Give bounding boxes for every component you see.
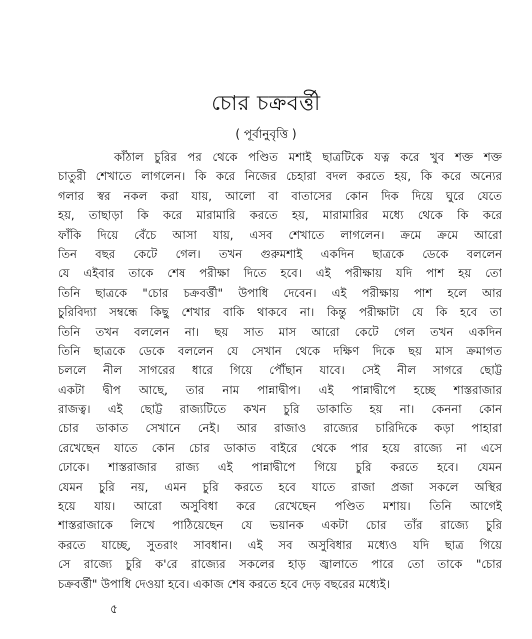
- page-number: ৫: [110, 602, 118, 616]
- text-line: যে এইবার তাকে শেষ পরীক্ষা দিতে হবে। এই পরীক্ষায় যদি পাশ হয় তো: [58, 266, 502, 281]
- text-line: একটা দ্বীপ আছে, তার নাম পান্নাদ্বীপ। এই পান্নাদ্বীপে হচ্ছে শাস্তরাজার: [58, 382, 502, 397]
- text-line: তিন বছর কেটে গেল। তখন গুরুমশাই একদিন ছাত্রকে ডেকে বললেন: [58, 246, 502, 261]
- text-line: চক্রবর্ত্তী" উপাধি দেওয়া হবে। একাজ শেষ করতে হবে দেড় বছরের মধ্যেই।: [58, 576, 390, 591]
- text-line: গলার স্বর নকল করা যায়, আলো বা বাতাসের কোন দিক দিয়ে ঘুরে যেতে: [58, 188, 502, 203]
- text-line: কাঁঠাল চুরির পর থেকে পণ্ডিত মশাই ছাত্রটিকে যত্ন করে খুব শক্ত শক্ত: [114, 150, 502, 164]
- text-line: সে রাজ্যে চুরি ক'রে রাজ্যের সকলের হাড় জ্বালাতে পারে তো তাকে "চোর: [58, 557, 502, 572]
- text-line: হয়ে যায়। আরো অসুবিধা করে রেখেছেন পণ্ডিত মশায়। তিনি আগেই: [58, 499, 502, 514]
- text-line: ঢোকে। শাস্তরাজার রাজ্য এই পান্নাদ্বীপে গিয়ে চুরি করতে হবে। যেমন: [58, 460, 502, 475]
- text-line: শাস্তরাজাকে লিখে পাঠিয়েছেন যে ভয়ানক একটা চোর তাঁর রাজ্যে চুরি: [58, 518, 502, 533]
- text-line: করতে যাচ্ছে, সুতরাং সাবধান। এই সব অসুবিধার মধ্যেও যদি ছাত্র গিয়ে: [58, 537, 502, 552]
- text-line: হয়, তাছাড়া কি করে মারামারি করতে হয়, মারামারির মধ্যে থেকে কি করে: [58, 208, 502, 223]
- text-line: চললে নীল সাগরের ধারে গিয়ে পৌঁছান যাবে। সেই নীল সাগরে ছোট্ট: [58, 363, 502, 378]
- text-line: তিনি তখন বললেন না। ছয় সাত মাস আরো কেটে গেল তখন একদিন: [58, 324, 502, 339]
- text-line: ফাঁকি দিয়ে বেঁচে আসা যায়, এসব শেখাতে লাগলেন। ক্রমে ক্রমে আরো: [58, 227, 502, 242]
- text-line: রেখেছেন যাতে কোন চোর ডাকাত বাইরে থেকে পার হয়ে রাজ্যে না এসে: [58, 440, 502, 455]
- text-line: চাতুরী শেখাতে লাগলেন। কি করে নিজের চেহারা বদল করতে হয়, কি করে অন্যের: [58, 169, 502, 184]
- text-line: তিনি ছাত্রকে "চোর চক্রবর্ত্তী" উপাধি দেবেন। এই পরীক্ষায় পাশ হলে আর: [58, 285, 502, 300]
- page-subtitle: ( পূর্বানুবৃত্তি ): [235, 127, 297, 141]
- text-line: রাজত্ব। এই ছোট্ট রাজ্যটিতে কখন চুরি ডাকাতি হয় না। কেননা কোন: [58, 402, 502, 417]
- text-line: যেমন চুরি নয়, এমন চুরি করতে হবে যাতে রাজা প্রজা সকলে অস্থির: [58, 479, 502, 494]
- body-text: [58, 148, 502, 594]
- text-line: তিনি ছাত্রকে ডেকে বললেন যে সেখান থেকে দক্ষিণ দিকে ছয় মাস ক্রমাগত: [58, 343, 502, 358]
- page-title: চোর চক্রবর্ত্তী: [211, 91, 321, 115]
- text-line: চোর ডাকাত সেখানে নেই। আর রাজাও রাজ্যের চারিদিকে কড়া পাহারা: [58, 421, 502, 436]
- text-line: চুরিবিদ্যা সম্বন্ধে কিছু শেখার বাকি থাকবে না। কিন্তু পরীক্ষাটা যে কি হবে তা: [58, 305, 502, 320]
